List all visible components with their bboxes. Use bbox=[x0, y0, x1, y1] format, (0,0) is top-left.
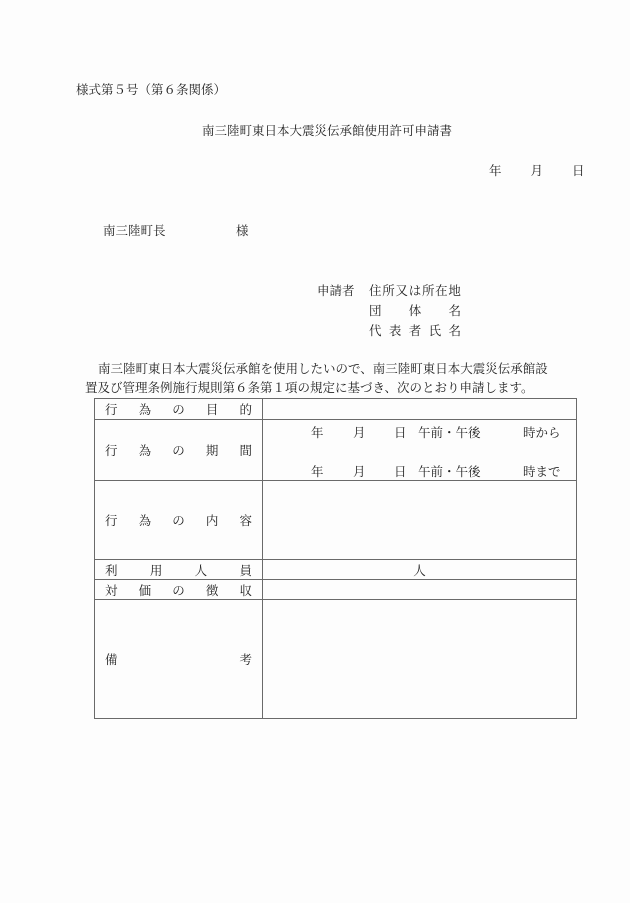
period-field[interactable]: 年 月 日 午前・午後 時から 年 月 日 午前・午後 時まで bbox=[263, 420, 577, 481]
purpose-label: 行 為 の 目 的 bbox=[95, 399, 263, 420]
form-number: 様式第５号（第６条関係） bbox=[76, 82, 227, 97]
content-field[interactable] bbox=[263, 481, 577, 560]
addressee bbox=[103, 221, 249, 239]
table-row-fee bbox=[95, 580, 577, 600]
intro-line-1: 南三陸町東日本大震災伝承館を使用したいので、南三陸町東日本大震災伝承館設 bbox=[98, 361, 548, 376]
persons-unit: 人 bbox=[413, 562, 426, 578]
remarks-field[interactable] bbox=[263, 600, 577, 719]
fee-field[interactable] bbox=[263, 580, 577, 600]
applicant-organization-label: 団 体 名 bbox=[369, 303, 461, 318]
addressee-honorific: 様 bbox=[236, 223, 249, 238]
purpose-field[interactable] bbox=[263, 399, 577, 420]
intro-line-2: 置及び管理条例施行規則第６条第１項の規定に基づき、次のとおり申請します。 bbox=[85, 380, 534, 395]
table-row-remarks bbox=[95, 600, 577, 719]
content-label: 行 為 の 内 容 bbox=[95, 481, 263, 560]
intro-paragraph bbox=[85, 359, 585, 397]
application-table bbox=[94, 398, 577, 719]
fee-label: 対 価 の 徴 収 bbox=[95, 580, 263, 600]
applicant-representative-label: 代 表 者 氏 名 bbox=[369, 323, 461, 338]
table-row-persons bbox=[95, 560, 577, 580]
date-month-label: 月 bbox=[530, 163, 544, 178]
table-row-content bbox=[95, 481, 577, 560]
document-title: 南三陸町東日本大震災伝承館使用許可申請書 bbox=[201, 123, 452, 138]
addressee-name: 南三陸町長 bbox=[103, 223, 166, 238]
date-year-label: 年 bbox=[489, 163, 502, 178]
applicant-label: 申請者 bbox=[317, 283, 355, 298]
persons-field[interactable] bbox=[263, 560, 577, 580]
table-row-purpose bbox=[95, 399, 577, 420]
date-day-label: 日 bbox=[572, 163, 585, 178]
period-label: 行 為 の 期 間 bbox=[95, 420, 263, 481]
applicant-fields bbox=[369, 281, 461, 341]
applicant-address-label: 住 所 又 は 所 在 地 bbox=[369, 283, 461, 298]
date-line bbox=[489, 161, 585, 179]
table-row-period bbox=[95, 420, 577, 481]
persons-label: 利 用 人 員 bbox=[95, 560, 263, 580]
remarks-label: 備 考 bbox=[95, 600, 263, 719]
